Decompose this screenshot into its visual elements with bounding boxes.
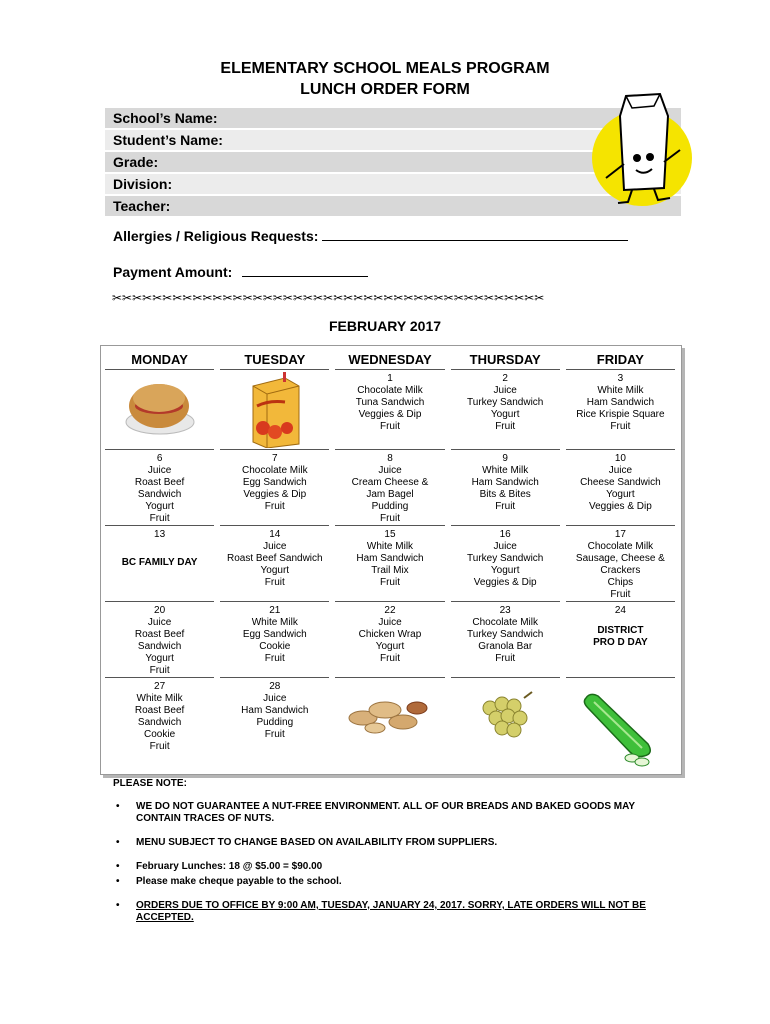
menu-item: Juice	[378, 617, 402, 628]
note-february-cost: • February Lunches: 18 @ $5.00 = $90.00	[116, 861, 323, 872]
menu-item: Ham Sandwich	[471, 477, 539, 488]
calendar-day-cell	[220, 526, 329, 602]
day-number: 20	[154, 605, 166, 616]
menu-item: Juice	[378, 465, 402, 476]
grapes-image	[470, 688, 540, 748]
menu-item: Fruit	[264, 577, 285, 588]
calendar-day-cell	[220, 678, 329, 766]
day-number: 8	[387, 453, 393, 464]
calendar-day-cell	[566, 370, 675, 450]
student-name-field[interactable]: Student’s Name:	[105, 130, 681, 150]
school-name-field[interactable]: School’s Name:	[105, 108, 681, 128]
menu-item: White Milk	[366, 541, 414, 552]
bagel-sandwich-image	[123, 372, 197, 442]
note-order-deadline: • ORDERS DUE TO OFFICE BY 9:00 AM, TUESDAY, JANUARY 24, 2017. SORRY, LATE ORDERS WILL NOT BE ACCEPTED.	[116, 900, 646, 923]
day-number: 14	[269, 529, 281, 540]
menu-item: Sausage, Cheese &	[575, 553, 665, 564]
menu-item: Sandwich	[137, 717, 182, 728]
menu-item: Veggies & Dip	[243, 489, 307, 500]
menu-item: Veggies & Dip	[358, 409, 422, 420]
menu-item: Fruit	[495, 653, 516, 664]
day-number: 10	[614, 453, 626, 464]
peanuts-image	[345, 688, 435, 742]
menu-item: Egg Sandwich	[242, 477, 307, 488]
calendar-day-cell	[335, 370, 444, 450]
calendar-day-cell	[220, 370, 329, 450]
title-line-1: ELEMENTARY SCHOOL MEALS PROGRAM	[220, 60, 550, 77]
menu-calendar	[100, 345, 682, 775]
menu-item: Bits & Bites	[479, 489, 531, 500]
menu-item: Turkey Sandwich	[467, 397, 544, 408]
calendar-day-cell	[566, 602, 675, 678]
special-day-label: DISTRICT PRO D DAY	[593, 625, 648, 648]
menu-item: Pudding	[371, 501, 409, 512]
menu-item: Yogurt	[375, 641, 405, 652]
day-number: 6	[156, 453, 163, 464]
menu-item: Ham Sandwich	[586, 397, 655, 408]
allergies-label: Allergies / Religious Requests:	[113, 228, 319, 244]
allergies-blank[interactable]	[322, 226, 628, 241]
payment-label: Payment Amount:	[113, 264, 233, 280]
note-menu-change: • MENU SUBJECT TO CHANGE BASED ON AVAILABILITY FROM SUPPLIERS.	[116, 837, 498, 848]
day-number: 24	[614, 605, 626, 616]
day-number: 15	[384, 529, 396, 540]
day-number: 22	[384, 605, 396, 616]
menu-item: Chips	[607, 577, 634, 588]
menu-item: Chocolate Milk	[241, 465, 308, 476]
day-number: 13	[154, 529, 166, 540]
menu-item: Sandwich	[137, 489, 182, 500]
menu-item: Yogurt	[145, 653, 174, 664]
menu-item: Roast Beef	[134, 477, 185, 488]
menu-item: Chocolate Milk	[357, 385, 423, 396]
menu-item: Fruit	[149, 665, 170, 676]
menu-item: Veggies & Dip	[473, 577, 537, 588]
calendar-day-cell	[451, 678, 560, 766]
special-day-label: BC FAMILY DAY	[121, 557, 198, 568]
menu-item: Yogurt	[260, 565, 290, 576]
notes-heading: PLEASE NOTE:	[113, 778, 187, 789]
bullet-icon: •	[116, 801, 120, 812]
menu-item: Chocolate Milk	[472, 617, 538, 628]
menu-item: Ham Sandwich	[356, 553, 424, 564]
day-number: 23	[499, 605, 511, 616]
menu-item: Jam Bagel	[366, 489, 414, 500]
calendar-day-cell	[451, 370, 560, 450]
apple-juice-box-image	[245, 372, 305, 452]
day-number: 3	[617, 373, 624, 384]
calendar-day-cell	[566, 450, 675, 526]
menu-item: Fruit	[379, 421, 400, 432]
calendar-day-cell	[566, 526, 675, 602]
menu-item: Fruit	[379, 513, 400, 524]
day-number: 17	[614, 529, 626, 540]
menu-item: Yogurt	[606, 489, 635, 500]
calendar-day-cell	[220, 450, 329, 526]
payment-blank[interactable]	[242, 262, 368, 277]
menu-item: Fruit	[264, 653, 285, 664]
day-number: 27	[154, 681, 166, 692]
calendar-month: FEBRUARY 2017	[328, 318, 442, 334]
menu-item: Trail Mix	[371, 565, 409, 576]
lunch-bag-mascot-illustration	[592, 86, 692, 206]
menu-item: Fruit	[379, 653, 400, 664]
title-line-2: LUNCH ORDER FORM	[300, 81, 470, 98]
day-number: 21	[269, 605, 281, 616]
bullet-icon: •	[116, 876, 120, 887]
menu-item: Juice	[263, 693, 287, 704]
menu-item: Ham Sandwich	[241, 705, 309, 716]
notes-section	[113, 778, 673, 924]
menu-item: Fruit	[264, 501, 285, 512]
menu-item: Juice	[608, 465, 633, 476]
menu-item: Veggies & Dip	[588, 501, 652, 512]
day-header-wednesday: WEDNESDAY	[335, 350, 444, 370]
menu-item: Fruit	[610, 421, 631, 432]
cut-line: ✂✂✂✂✂✂✂✂✂✂✂✂✂✂✂✂✂✂✂✂✂✂✂✂✂✂✂✂✂✂✂✂✂✂✂✂✂✂✂✂✂✂✂	[112, 291, 545, 305]
day-header-thursday: THURSDAY	[451, 350, 560, 370]
calendar-day-cell	[105, 602, 214, 678]
calendar-day-cell	[335, 450, 444, 526]
menu-item: Juice	[147, 617, 172, 628]
menu-item: Yogurt	[490, 409, 520, 420]
menu-item: Turkey Sandwich	[467, 553, 544, 564]
menu-item: Granola Bar	[478, 641, 533, 652]
menu-item: Cheese Sandwich	[580, 477, 661, 488]
day-number: 1	[387, 373, 393, 384]
calendar-day-cell	[105, 450, 214, 526]
menu-item: Fruit	[495, 501, 516, 512]
day-header-friday: FRIDAY	[566, 350, 675, 370]
menu-item: Crackers	[600, 565, 641, 576]
grade-field[interactable]: Grade:	[105, 152, 681, 172]
note-nut-free: • WE DO NOT GUARANTEE A NUT-FREE ENVIRONMENT. ALL OF OUR BREADS AND BAKED GOODS MAY CONTAIN TRACES OF NUTS.	[116, 801, 635, 824]
menu-item: Cream Cheese &	[351, 477, 429, 488]
day-number: 16	[499, 529, 511, 540]
bullet-icon: •	[116, 861, 120, 872]
day-number: 2	[502, 373, 508, 384]
menu-item: Roast Beef Sandwich	[226, 553, 323, 564]
calendar-day-cell	[451, 526, 560, 602]
menu-item: Pudding	[256, 717, 294, 728]
day-header-tuesday: TUESDAY	[220, 350, 329, 370]
calendar-day-cell	[451, 602, 560, 678]
calendar-day-cell	[220, 602, 329, 678]
menu-item: Egg Sandwich	[242, 629, 307, 640]
menu-item: Juice	[147, 465, 172, 476]
menu-item: Chocolate Milk	[587, 541, 654, 552]
bullet-icon: •	[116, 837, 120, 848]
calendar-day-cell	[335, 602, 444, 678]
menu-item: Fruit	[610, 589, 631, 600]
note-cheque: • Please make cheque payable to the school.	[116, 876, 342, 887]
menu-item: Yogurt	[145, 501, 174, 512]
menu-item: Cookie	[259, 641, 291, 652]
menu-item: Roast Beef	[134, 629, 185, 640]
calendar-day-cell	[105, 370, 214, 450]
calendar-day-cell	[451, 450, 560, 526]
menu-item: Fruit	[149, 741, 170, 752]
menu-item: Fruit	[495, 421, 516, 432]
menu-item: Chicken Wrap	[358, 629, 422, 640]
calendar-day-cell	[566, 678, 675, 766]
calendar-day-cell	[335, 678, 444, 766]
menu-item: White Milk	[482, 465, 529, 476]
menu-item: Fruit	[149, 513, 170, 524]
menu-item: Roast Beef	[134, 705, 185, 716]
menu-item: Yogurt	[490, 565, 520, 576]
calendar-grid	[105, 350, 675, 766]
calendar-day-cell	[105, 678, 214, 766]
menu-item: Turkey Sandwich	[467, 629, 544, 640]
menu-item: Tuna Sandwich	[355, 397, 425, 408]
division-field[interactable]: Division:	[105, 174, 681, 194]
menu-item: Fruit	[379, 577, 400, 588]
menu-item: Cookie	[144, 729, 176, 740]
allergies-field[interactable]	[113, 226, 628, 244]
day-number: 7	[272, 453, 278, 464]
day-header-monday: MONDAY	[105, 350, 214, 370]
menu-item: Fruit	[264, 729, 285, 740]
menu-item: Sandwich	[137, 641, 182, 652]
teacher-field[interactable]: Teacher:	[105, 196, 681, 216]
menu-item: Juice	[493, 541, 517, 552]
menu-item: White Milk	[136, 693, 183, 704]
menu-item: White Milk	[597, 385, 644, 396]
payment-field[interactable]	[113, 262, 368, 280]
day-number: 28	[269, 681, 281, 692]
menu-item: Rice Krispie Square	[576, 409, 665, 420]
menu-item: Juice	[493, 385, 517, 396]
calendar-day-cell	[105, 526, 214, 602]
day-number: 9	[502, 453, 508, 464]
bullet-icon: •	[116, 900, 120, 911]
menu-item: White Milk	[251, 617, 298, 628]
cucumber-image	[580, 688, 660, 772]
menu-item: Juice	[263, 541, 287, 552]
calendar-day-cell	[335, 526, 444, 602]
